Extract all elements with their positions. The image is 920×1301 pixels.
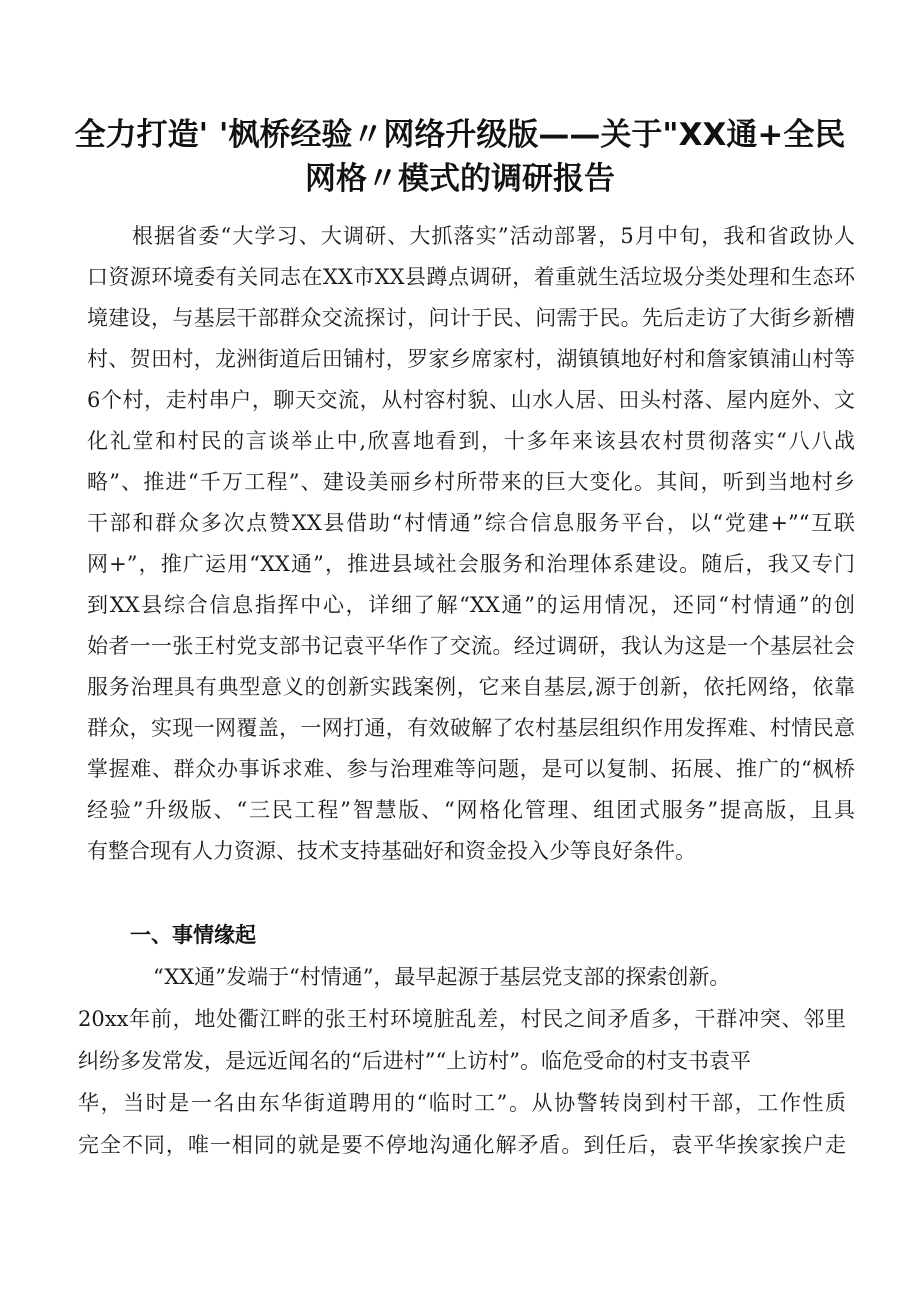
paragraph-line: 有整合现有人力资源、技术支持基础好和资金投入少等良好条件。 xyxy=(87,839,696,863)
section-paragraph-line: 20xx年前，地处衢江畔的张王村环境脏乱差，村民之间矛盾多，干群冲突、邻里 xyxy=(78,1007,846,1031)
paragraph-line: 境建设，与基层干部群众交流探讨，问计于民、问需于民。先后走访了大街乡新槽 xyxy=(87,306,855,330)
section-paragraph-line: “XX通”发端于“村情通”，最早起源于基层党支部的探索创新。 xyxy=(153,965,731,989)
paragraph-line: 根据省委“大学习、大调研、大抓落实”活动部署，5月中旬，我和省政协人 xyxy=(132,224,855,248)
paragraph-line: 村、贺田村，龙洲街道后田铺村，罗家乡席家村，湖镇镇地好村和詹家镇浦山村等 xyxy=(87,347,855,371)
section-paragraph-line: 华，当时是一名由东华街道聘用的“临时工”。从协警转岗到村干部，工作性质 xyxy=(78,1091,846,1115)
paragraph-line: 到XX县综合信息指挥中心，详细了解“XX通”的运用情况，还同“村情通”的创 xyxy=(87,593,855,617)
paragraph-line: 经验”升级版、“三民工程”智慧版、“网格化管理、组团式服务”提高版，且具 xyxy=(87,798,855,822)
paragraph-line: 6个村，走村串户，聊天交流，从村容村貌、山水人居、田头村落、屋内庭外、文 xyxy=(87,388,855,412)
paragraph-line: 略”、推进“千万工程”、建设美丽乡村所带来的巨大变化。其间，听到当地村乡 xyxy=(87,470,855,494)
section-heading: 一、事情缘起 xyxy=(130,923,256,947)
paragraph-line: 掌握难、群众办事诉求难、参与治理难等问题，是可以复制、拓展、推广的“枫桥 xyxy=(87,757,855,781)
section-paragraph-line: 纠纷多发常发，是远近闻名的“后进村”“上访村”。临危受命的村支书袁平 xyxy=(78,1049,751,1073)
paragraph-line: 干部和群众多次点赞XX县借助“村情通”综合信息服务平台，以“党建+”“互联 xyxy=(87,511,855,535)
paragraph-line: 化礼堂和村民的言谈举止中,欣喜地看到，十多年来该县农村贯彻落实“八八战 xyxy=(87,429,855,453)
paragraph-line: 口资源环境委有关同志在XX市XX县蹲点调研，着重就生活垃圾分类处理和生态环 xyxy=(87,265,855,289)
paragraph-line: 网+”，推广运用“XX通”，推进县域社会服务和治理体系建设。随后，我又专门 xyxy=(87,552,855,576)
paragraph-line: 服务治理具有典型意义的创新实践案例，它来自基层,源于创新，依托网络，依靠 xyxy=(87,675,855,699)
paragraph-line: 始者一一张王村党支部书记袁平华作了交流。经过调研，我认为这是一个基层社会 xyxy=(87,634,855,658)
report-title-line-1: 全力打造' '枫桥经验〃网络升级版——关于"XX通+全民 xyxy=(74,117,846,153)
section-paragraph-line: 完全不同，唯一相同的就是要不停地沟通化解矛盾。到任后，袁平华挨家挨户走 xyxy=(78,1133,846,1157)
report-title-line-2: 网格〃模式的调研报告 xyxy=(305,161,615,197)
paragraph-line: 群众，实现一网覆盖，一网打通，有效破解了农村基层组织作用发挥难、村情民意 xyxy=(87,716,855,740)
